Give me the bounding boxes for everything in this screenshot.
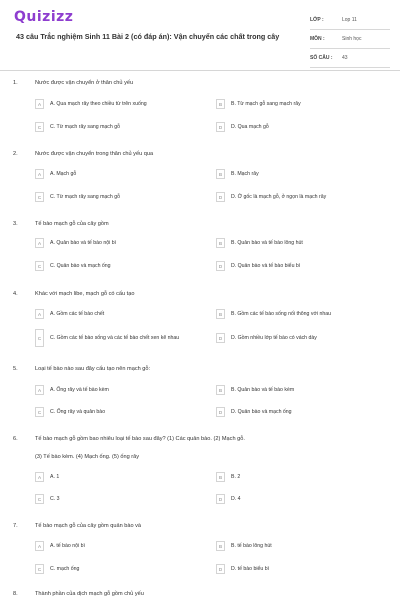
option-text: A. 1 [50, 473, 60, 480]
option-letter-box: B [216, 541, 225, 551]
option-text: B. Mạch rây [231, 170, 259, 177]
question-text: Loại tế bào nào sau đây cấu tạo nên mạch gỗ: [35, 366, 151, 372]
option-text: D. Quản bào và mạch ống [231, 408, 292, 415]
meta-key: LỚP : [310, 17, 324, 23]
option-text: D. tế bào biểu bì [231, 565, 270, 572]
option-letter-box: A [35, 385, 44, 395]
option-letter-box: D [216, 122, 225, 132]
option-letter-box: B [216, 99, 225, 109]
option-b[interactable] [216, 168, 391, 180]
meta-row-count [310, 49, 390, 68]
question-text: Tế bào mạch gỗ gồm bao nhiêu loại tế bào sau đây? (1) Các quản bào. (2) Mạch gỗ. [35, 436, 245, 442]
option-text: A. Ống rây và tế bào kèm [50, 386, 109, 393]
option-letter-box: B [216, 472, 225, 482]
option-text: B. Từ mạch gỗ sang mạch rây [231, 100, 301, 107]
option-a[interactable] [35, 237, 210, 249]
option-text: B. tế bào lông hút [231, 542, 272, 549]
option-letter-box: B [216, 238, 225, 248]
option-text: C. mạch ống [50, 565, 80, 572]
question-number: 1. [13, 80, 18, 86]
option-a[interactable] [35, 98, 210, 110]
option-text: A. Qua mạch rây theo chiều từ trên xuống [50, 100, 147, 107]
option-d[interactable] [216, 332, 391, 344]
header-divider [0, 70, 400, 71]
option-letter-box: D [216, 407, 225, 417]
option-c[interactable] [35, 121, 210, 133]
meta-key: SỐ CÂU : [310, 55, 333, 61]
question-text: Khác với mạch libe, mạch gỗ có cấu tạo [35, 291, 135, 297]
option-text: C. Từ mạch rây sang mạch gỗ [50, 123, 120, 130]
option-b[interactable] [216, 384, 391, 396]
option-letter-box: A [35, 99, 44, 109]
option-text: A. tế bào nội bì [50, 542, 85, 549]
option-text: D. Qua mạch gỗ [231, 123, 269, 130]
option-text: B. Gồm các tế bào sống nối thông với nhau [231, 310, 332, 317]
option-letter-box: C [35, 192, 44, 202]
option-c[interactable] [35, 328, 190, 348]
worksheet-header [0, 0, 400, 64]
option-letter-box: D [216, 261, 225, 271]
option-c[interactable] [35, 260, 210, 272]
option-text: C. Gồm các tế bào sống và các tế bào chết xen kẽ nhau [50, 334, 180, 341]
option-letter-box: A [35, 169, 44, 179]
quizizz-logo[interactable] [14, 9, 73, 25]
question-text: Nước được vận chuyển trong thân chủ yếu qua [35, 151, 154, 157]
question-number: 4. [13, 291, 18, 297]
meta-value: 43 [342, 55, 348, 61]
option-text: D. Ở gốc là mạch gỗ, ở ngọn là mạch rây [231, 193, 327, 200]
option-text: D. 4 [231, 495, 241, 502]
meta-key: MÔN : [310, 36, 325, 42]
option-text: C. 3 [50, 495, 60, 502]
meta-row-subject [310, 30, 390, 49]
question-text-line-2: (3) Tế bào kèm. (4) Mạch ống. (5) ống rây [35, 454, 140, 460]
option-a[interactable] [35, 168, 210, 180]
option-letter-box: B [216, 169, 225, 179]
option-a[interactable] [35, 384, 210, 396]
option-letter-box: B [216, 385, 225, 395]
option-d[interactable] [216, 563, 391, 575]
option-letter-box: C [35, 564, 44, 574]
option-b[interactable] [216, 98, 391, 110]
option-c[interactable] [35, 191, 210, 203]
question-number: 7. [13, 523, 18, 529]
option-d[interactable] [216, 406, 391, 418]
question-number: 5. [13, 366, 18, 372]
option-letter-box: C [35, 261, 44, 271]
option-a[interactable] [35, 308, 210, 320]
option-letter-box: A [35, 541, 44, 551]
option-text: A. Gồm các tế bào chết [50, 310, 105, 317]
option-c[interactable] [35, 493, 210, 505]
option-text: B. Quản bào và tế bào lông hút [231, 239, 303, 246]
option-letter-box: D [216, 192, 225, 202]
option-d[interactable] [216, 121, 391, 133]
option-text: B. Quản bào và tế bào kèm [231, 386, 295, 393]
option-d[interactable] [216, 191, 391, 203]
option-text: A. Quản bào và tế bào nội bì [50, 239, 117, 246]
question-text: Tế bào mạch gỗ của cây gồm quản bào và [35, 523, 142, 529]
option-text: A. Mạch gỗ [50, 170, 77, 177]
question-number: 3. [13, 221, 18, 227]
option-text: D. Gồm nhiều lớp tế bào có vách dày [231, 334, 317, 341]
option-letter-box: C [35, 494, 44, 504]
option-letter-box: D [216, 564, 225, 574]
option-letter-box: C [35, 407, 44, 417]
option-text: D. Quản bào và tế bào biểu bì [231, 262, 301, 269]
meta-value: Sinh học [342, 36, 362, 42]
option-a[interactable] [35, 471, 210, 483]
page-title: 43 câu Trắc nghiệm Sinh 11 Bài 2 (có đáp án): Vận chuyển các chất trong cây [16, 32, 280, 41]
option-b[interactable] [216, 308, 391, 320]
logo-text: Quizizz [14, 9, 74, 25]
option-text: B. 2 [231, 473, 241, 480]
option-b[interactable] [216, 471, 391, 483]
option-b[interactable] [216, 237, 391, 249]
option-letter-box: C [35, 122, 44, 132]
option-letter-box: A [35, 238, 44, 248]
meta-row-class [310, 11, 390, 30]
option-a[interactable] [35, 540, 210, 552]
question-number: 6. [13, 436, 18, 442]
option-letter-box: B [216, 309, 225, 319]
option-letter-box: A [35, 472, 44, 482]
option-d[interactable] [216, 493, 391, 505]
option-c[interactable] [35, 406, 210, 418]
option-letter-box: D [216, 494, 225, 504]
meta-table [310, 11, 390, 68]
option-d[interactable] [216, 260, 391, 272]
question-number: 2. [13, 151, 18, 157]
option-letter-box: A [35, 309, 44, 319]
question-text: Thành phần của dịch mạch gỗ gồm chủ yếu [35, 591, 144, 597]
option-text: C. Ống rây và quản bào [50, 408, 106, 415]
question-text: Tế bào mạch gỗ của cây gồm [35, 221, 109, 227]
question-text: Nước được vận chuyển ở thân chủ yếu [35, 80, 134, 86]
option-text: C. Từ mạch rây sang mạch gỗ [50, 193, 120, 200]
meta-value: Lop 11 [342, 17, 357, 23]
option-b[interactable] [216, 540, 391, 552]
option-c[interactable] [35, 563, 210, 575]
option-text: C. Quản bào và mạch ống [50, 262, 111, 269]
question-number: 8. [13, 591, 18, 597]
option-letter-box: D [216, 333, 225, 343]
option-letter-box: C [35, 329, 44, 347]
